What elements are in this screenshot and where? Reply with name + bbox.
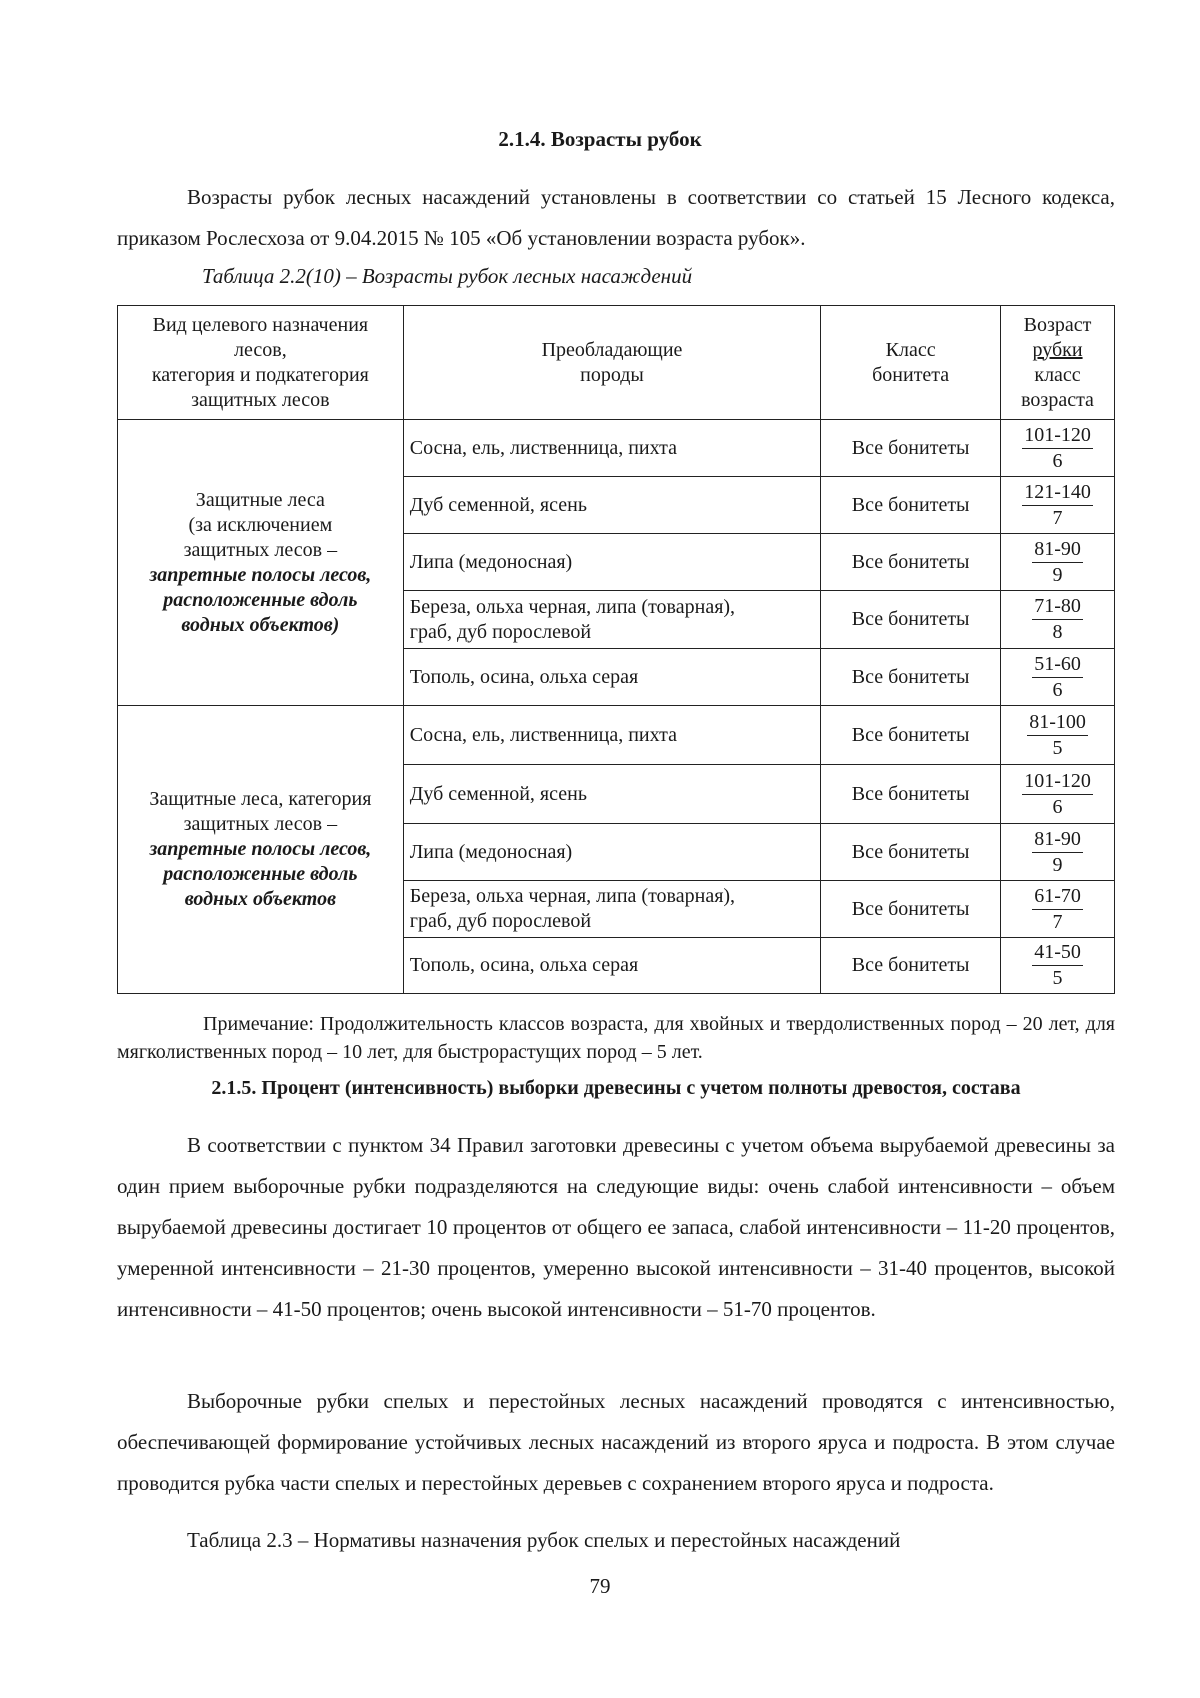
species-cell: Дуб семенной, ясень: [403, 477, 821, 534]
bonitet-cell: Все бонитеты: [821, 477, 1001, 534]
table-header-row: [118, 306, 1115, 420]
species-cell: Липа (медоносная): [403, 824, 821, 881]
subsection-heading: 2.1.5. Процент (интенсивность) выборки древесины с учетом полноты древостоя, состава: [211, 1077, 1021, 1099]
species-cell: Сосна, ель, лиственница, пихта: [403, 420, 821, 477]
section-heading: 2.1.4. Возрасты рубок: [498, 127, 702, 151]
species-cell: Тополь, осина, ольха серая: [403, 938, 821, 994]
bonitet-cell: Все бонитеты: [821, 649, 1001, 706]
group-label-2: Защитные леса, категория защитных лесов – запретные полосы лесов, расположенные вдоль водных объектов: [118, 706, 404, 994]
header-age: Возраст рубки класс возраста: [1001, 306, 1115, 420]
age-cell: 81-90 9: [1001, 534, 1115, 591]
header-purpose: Вид целевого назначения лесов, категория и подкатегория защитных лесов: [118, 306, 404, 420]
age-cell: 71-80 8: [1001, 591, 1115, 649]
table-row: [118, 706, 1115, 765]
age-cell: 121-140 7: [1001, 477, 1115, 534]
bonitet-cell: Все бонитеты: [821, 938, 1001, 994]
age-cell: 61-70 7: [1001, 881, 1115, 938]
age-cell: 81-100 5: [1001, 706, 1115, 765]
age-cell: 101-120 6: [1001, 765, 1115, 824]
age-cell: 101-120 6: [1001, 420, 1115, 477]
next-table-caption: Таблица 2.3 – Нормативы назначения рубок спелых и перестойных насаждений: [187, 1528, 901, 1552]
species-cell: Дуб семенной, ясень: [403, 765, 821, 824]
bonitet-cell: Все бонитеты: [821, 824, 1001, 881]
species-cell: Береза, ольха черная, липа (товарная), граб, дуб порослевой: [403, 881, 821, 938]
page-number: 79: [589, 1574, 611, 1598]
table-note: Примечание: Продолжительность классов возраста, для хвойных и твердолиственных пород – 20 лет, для мягколиственных пород – 10 лет, для быстрорастущих пород – 5 лет.: [117, 1013, 1115, 1063]
header-species: Преобладающие породы: [403, 306, 821, 420]
table-caption: Таблица 2.2(10) – Возрасты рубок лесных насаждений: [202, 264, 693, 288]
species-cell: Сосна, ель, лиственница, пихта: [403, 706, 821, 765]
intro-paragraph: Возрасты рубок лесных насаждений установлены в соответствии со статьей 15 Лесного кодекса, приказом Рослесхоза от 9.04.2015 № 105 «Об установлении возраста рубок».: [117, 185, 1115, 250]
cutting-age-table: [117, 305, 1115, 994]
bonitet-cell: Все бонитеты: [821, 881, 1001, 938]
header-bonitet: Класс бонитета: [821, 306, 1001, 420]
species-cell: Тополь, осина, ольха серая: [403, 649, 821, 706]
age-cell: 81-90 9: [1001, 824, 1115, 881]
selective-cutting-paragraph: Выборочные рубки спелых и перестойных лесных насаждений проводятся с интенсивностью, обеспечивающей формирование устойчивых лесных насаждений из второго яруса и подроста. В этом случае проводится рубка части спелых и перестойных деревьев с сохранением второго яруса и подроста.: [117, 1389, 1115, 1495]
bonitet-cell: Все бонитеты: [821, 706, 1001, 765]
age-cell: 41-50 5: [1001, 938, 1115, 994]
bonitet-cell: Все бонитеты: [821, 765, 1001, 824]
table-row: [118, 420, 1115, 477]
bonitet-cell: Все бонитеты: [821, 534, 1001, 591]
species-cell: Береза, ольха черная, липа (товарная), граб, дуб порослевой: [403, 591, 821, 649]
intensity-paragraph: В соответствии с пунктом 34 Правил заготовки древесины с учетом объема вырубаемой древесины за один прием выборочные рубки подразделяются на следующие виды: очень слабой интенсивности – объем вырубаемой древесины достигает 10 процентов от общего ее запаса, слабой интенсивности – 11-20 процентов, умеренной интенсивности – 21-30 процентов, умеренно высокой интенсивности – 31-40 процентов, высокой интенсивности – 41-50 процентов; очень высокой интенсивности – 51-70 процентов.: [117, 1133, 1115, 1321]
species-cell: Липа (медоносная): [403, 534, 821, 591]
bonitet-cell: Все бонитеты: [821, 591, 1001, 649]
group-label-1: Защитные леса (за исключением защитных лесов – запретные полосы лесов, расположенные вдоль водных объектов): [118, 420, 404, 706]
age-cell: 51-60 6: [1001, 649, 1115, 706]
bonitet-cell: Все бонитеты: [821, 420, 1001, 477]
